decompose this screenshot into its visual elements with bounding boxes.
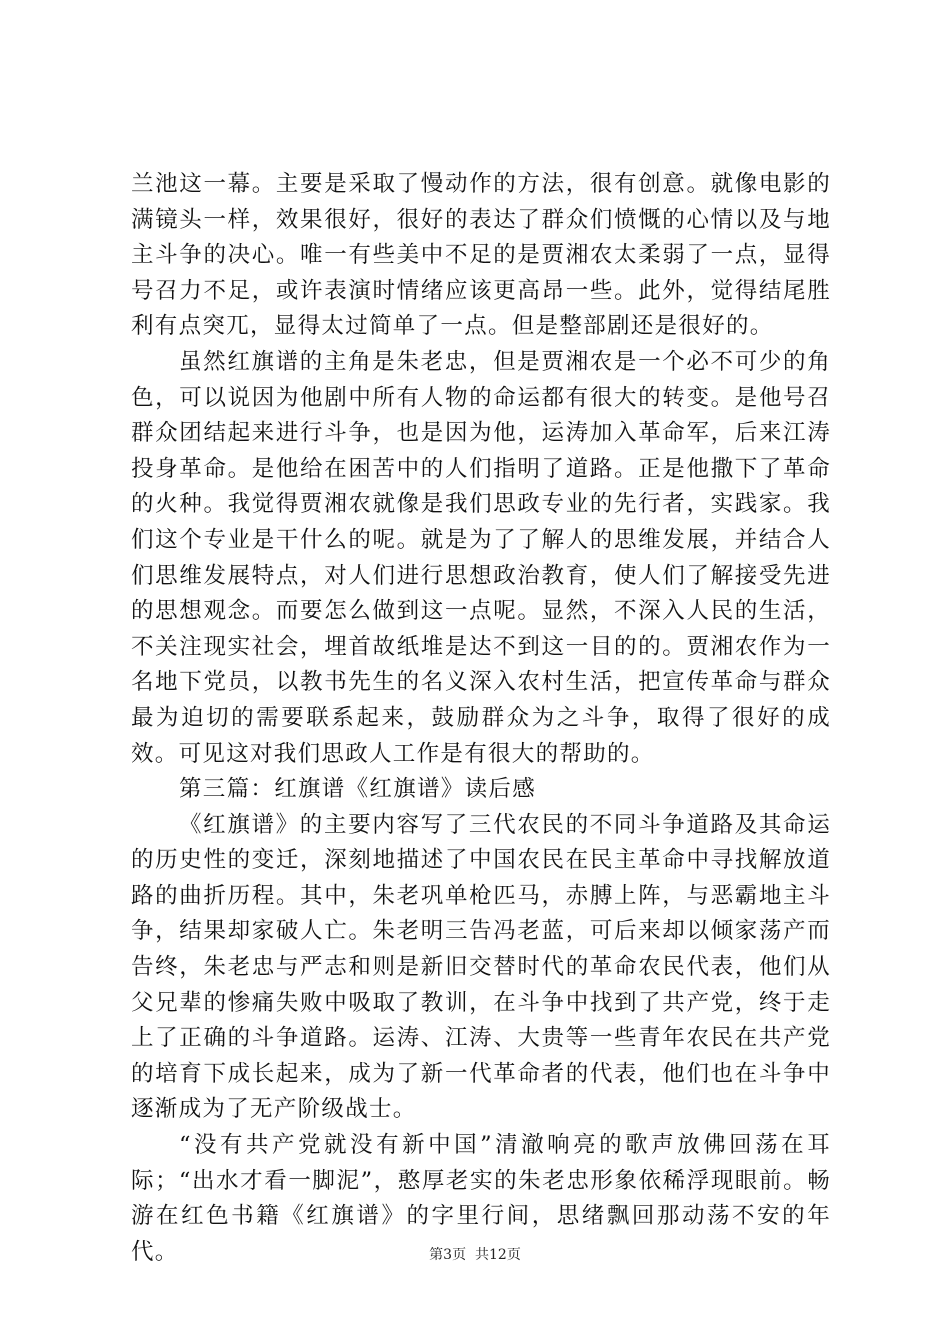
page-mid: 页 共 [452, 1247, 489, 1263]
page-footer [0, 1244, 950, 1264]
page-suffix: 页 [506, 1247, 521, 1263]
page-number: 3 [443, 1247, 453, 1263]
page-prefix: 第 [429, 1247, 444, 1263]
paragraph-2: 虽然红旗谱的主角是朱老忠，但是贾湘农是一个必不可少的角色，可以说因为他剧中所有人物的命运都有很大的转变。是他号召群众团结起来进行斗争，也是因为他，运涛加入革命军，后来江涛投身革命。是他给在困苦中的人们指明了道路。正是他撒下了革命的火种。我觉得贾湘农就像是我们思政专业的先行者，实践家。我们这个专业是干什么的呢。就是为了了解人的思维发展，并结合人们思维发展特点，对人们进行思想政治教育，使人们了解接受先进的思想观念。而要怎么做到这一点呢。显然，不深入人民的生活，不关注现实社会，埋首故纸堆是达不到这一目的的。贾湘农作为一名地下党员，以教书先生的名义深入农村生活，把宣传革命与群众最为迫切的需要联系起来，鼓励群众为之斗争，取得了很好的成效。可见这对我们思政人工作是有很大的帮助的。 [131, 348, 831, 767]
paragraph-3: 《红旗谱》的主要内容写了三代农民的不同斗争道路及其命运的历史性的变迁，深刻地描述了中国农民在民主革命中寻找解放道路的曲折历程。其中，朱老巩单枪匹马，赤膊上阵，与恶霸地主斗争，结果却家破人亡。朱老明三告冯老蓝，可后来却以倾家荡产而告终，朱老忠与严志和则是新旧交替时代的革命农民代表，他们从父兄辈的惨痛失败中吸取了教训，在斗争中找到了共产党，终于走上了正确的斗争道路。运涛、江涛、大贵等一些青年农民在共产党的培育下成长起来，成为了新一代革命者的代表，他们也在斗争中逐渐成为了无产阶级战士。 [131, 811, 831, 1123]
document-body [131, 167, 831, 1270]
paragraph-1: 兰池这一幕。主要是采取了慢动作的方法，很有创意。就像电影的满镜头一样，效果很好，很好的表达了群众们愤慨的心情以及与地主斗争的决心。唯一有些美中不足的是贾湘农太柔弱了一点，显得号召力不足，或许表演时情绪应该更高昂一些。此外，觉得结尾胜利有点突兀，显得太过简单了一点。但是整部剧还是很好的。 [131, 171, 831, 340]
section-heading: 第三篇：红旗谱《红旗谱》读后感 [179, 776, 537, 803]
paragraph-4: “没有共产党就没有新中国”清澈响亮的歌声放佛回荡在耳际；“出水才看一脚泥”，憨厚老实的朱老忠形象依稀浮现眼前。畅游在红色书籍《红旗谱》的字里行间，思绪飘回那动荡不安的年代。 [131, 1132, 831, 1265]
page-total: 12 [489, 1247, 507, 1263]
